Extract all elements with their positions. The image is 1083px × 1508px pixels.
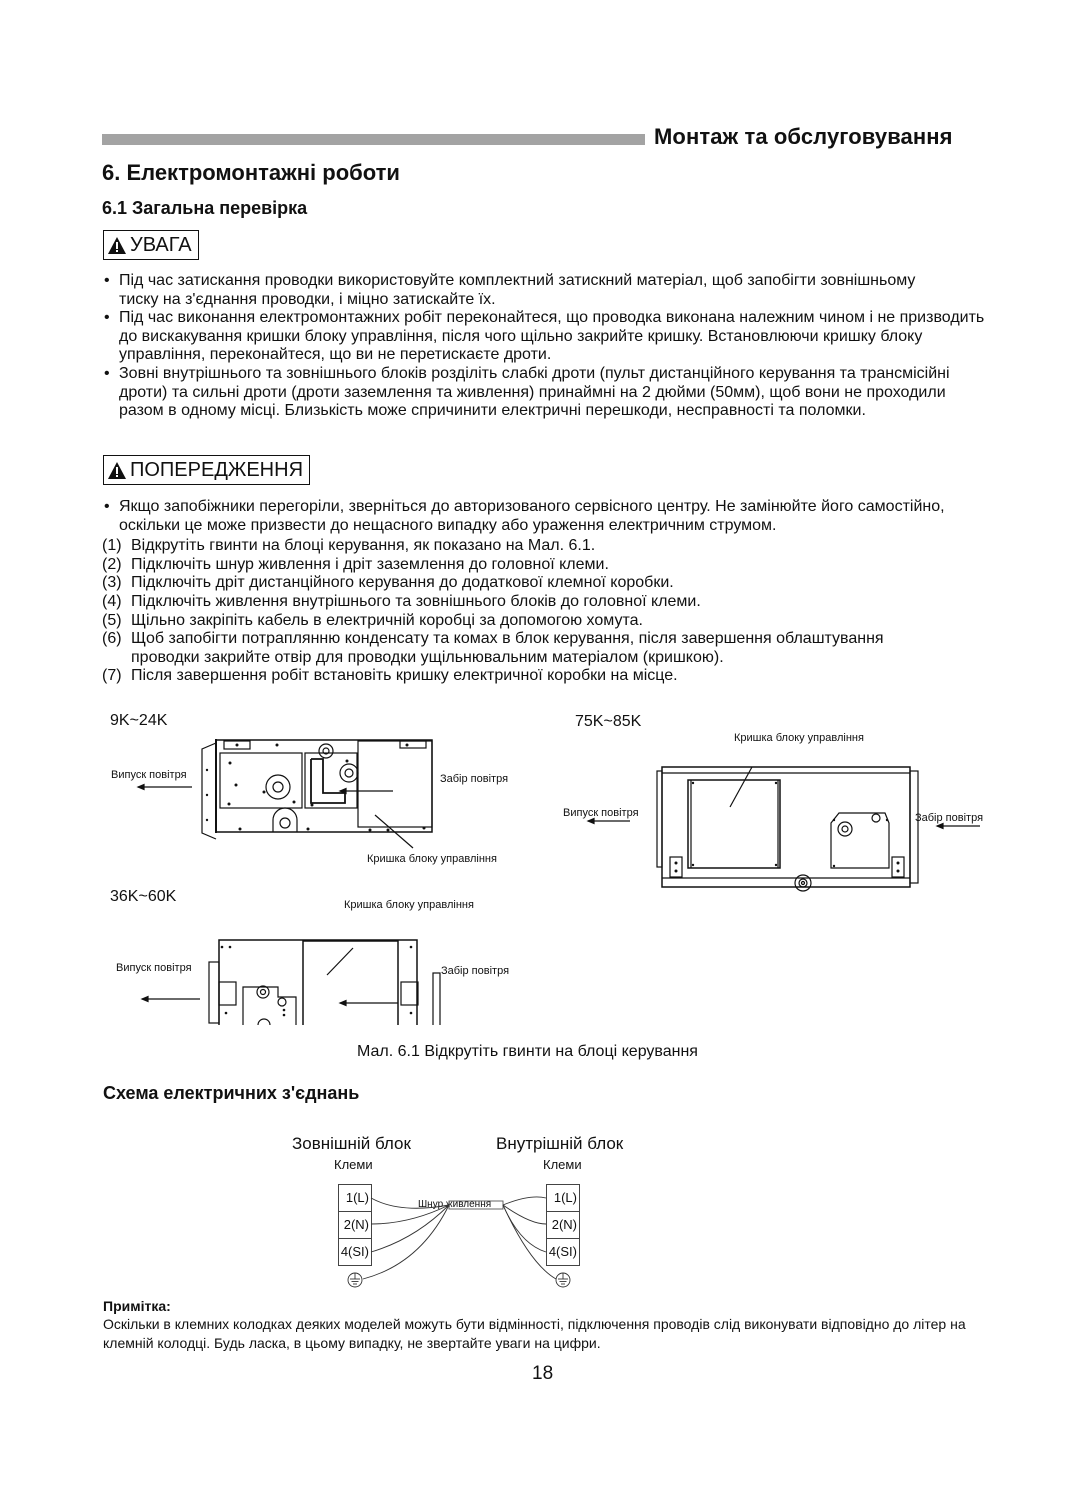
warning-label-box xyxy=(103,455,310,485)
indoor-terminal: 1(L) xyxy=(547,1185,579,1212)
outdoor-terminal: 1(L) xyxy=(339,1185,371,1212)
wiring-diagram-lines xyxy=(330,1184,590,1290)
caution-bullets xyxy=(102,272,985,421)
indoor-terminal: 2(N) xyxy=(547,1212,579,1239)
indoor-unit-title: Внутрішній блок xyxy=(496,1134,624,1153)
wiring-title: Схема електричних з'єднань xyxy=(103,1083,360,1103)
step-number: (5) xyxy=(102,611,122,629)
step-text: Підключіть дріт дистанційного керування до додаткової клемної коробки. xyxy=(131,574,674,592)
cover-label: Кришка блоку управління xyxy=(344,899,474,911)
unit-diagram-36k-60k xyxy=(130,925,530,1025)
outdoor-unit-title: Зовнішній блок xyxy=(292,1134,411,1153)
outlet-label: Випуск повітря xyxy=(116,962,192,974)
inlet-label: Забір повітря xyxy=(440,773,509,785)
step-number: (7) xyxy=(102,667,122,685)
power-cord-label: Шнур живлення xyxy=(418,1199,492,1210)
warning-bullet: • Якщо запобіжники перегоріли, зверніться до авторизованого сервісного центру. Не замінюйте його самостійно, оскільки це може призвести до нещасного випадку або ураження електричним струмом. xyxy=(102,498,989,535)
step-text: Відкрутіть гвинти на блоці керування, як показано на Мал. 6.1. xyxy=(131,537,596,555)
header-title: Монтаж та обслуговування xyxy=(654,124,953,149)
warning-label: ПОПЕРЕДЖЕННЯ xyxy=(130,459,304,481)
unit-diagram-75k-85k xyxy=(560,745,990,895)
caution-label: УВАГА xyxy=(130,234,192,256)
step-item xyxy=(102,630,931,667)
inlet-label: Забір повітря xyxy=(441,965,510,977)
cover-label: Кришка блоку управління xyxy=(734,732,864,744)
subsection-title: 6.1 Загальна перевірка xyxy=(102,198,308,218)
step-item xyxy=(102,593,982,612)
step-item xyxy=(102,556,982,575)
note-text: Оскільки в клемних колодках деяких моделей можуть бути відмінності, підключення проводів слід виконувати відповідно до літер на клемній колодці. Будь ласка, в цьому випадку, не звертайте уваги на цифри. xyxy=(103,1316,966,1351)
figure-caption: Мал. 6.1 Відкрутіть гвинти на блоці керування xyxy=(357,1043,698,1060)
indoor-terminals-label: Клеми xyxy=(543,1157,582,1172)
model-label-9k-24k: 9K~24K xyxy=(110,712,168,729)
indoor-terminal: 4(SI) xyxy=(548,1244,577,1259)
outdoor-terminals-label: Клеми xyxy=(334,1157,373,1172)
page-number: 18 xyxy=(532,1363,554,1384)
step-text: Після завершення робіт встановіть кришку електричної коробки на місце. xyxy=(131,667,678,685)
caution-label-box xyxy=(103,230,199,260)
step-text: Щільно закріпіть кабель в електричній коробці за допомогою хомута. xyxy=(131,611,643,629)
note-title: Примітка: xyxy=(103,1298,171,1314)
inlet-label: Забір повітря xyxy=(915,812,984,824)
step-number: (1) xyxy=(102,537,122,555)
step-item xyxy=(102,667,982,686)
outlet-label: Випуск повітря xyxy=(563,807,639,819)
model-label-75k-85k: 75K~85K xyxy=(575,713,642,730)
step-text: Підключіть шнур живлення і дріт заземлення до головної клеми. xyxy=(131,555,609,573)
step-number: (4) xyxy=(102,592,122,610)
caution-bullet: • Зовні внутрішнього та зовнішнього блоків розділіть слабкі дроти (пульт дистанційного керування та трансмісійні дроти) та сильні дроти (дроти заземлення та живлення) принаймні на 2 дюйми (50мм), щоб вони не проходили разом в одному місці. Близькість може спричинити електричні перешкоди, несправності та поломки. xyxy=(102,365,974,421)
warning-triangle-icon xyxy=(108,462,126,479)
caution-bullet: • Під час затискання проводки використовуйте комплектний затискний матеріал, щоб запобігти зовнішньому тиску на з'єднання проводки, і міцно затискайте їх. xyxy=(102,272,919,309)
outlet-label: Випуск повітря xyxy=(111,769,187,781)
model-label-36k-60k: 36K~60K xyxy=(110,888,177,905)
ground-icon xyxy=(348,1273,362,1287)
cover-label: Кришка блоку управління xyxy=(367,853,497,865)
outdoor-terminal: 4(SI) xyxy=(340,1244,369,1259)
warning-content xyxy=(102,498,982,686)
section-title: 6. Електромонтажні роботи xyxy=(102,160,400,185)
step-text: Підключіть живлення внутрішнього та зовнішнього блоків до головної клеми. xyxy=(131,592,701,610)
caution-bullet: • Під час виконання електромонтажних робіт переконайтеся, що проводка виконана належним чином і не призводить до вискакування кришки блоку управління, після чого щільно закрийте кришку. Встановлюючи кришку блоку управління, переконайтеся, що ви не перетискаєте дроти. xyxy=(102,309,989,365)
step-number: (2) xyxy=(102,555,122,573)
step-number: (3) xyxy=(102,574,122,592)
outdoor-terminal: 2(N) xyxy=(339,1212,371,1239)
unit-diagram-9k-24k xyxy=(130,735,530,855)
warning-triangle-icon xyxy=(108,237,126,254)
header-bar xyxy=(102,134,645,145)
step-item xyxy=(102,537,982,556)
step-item xyxy=(102,612,982,631)
step-item xyxy=(102,574,982,593)
ground-icon xyxy=(556,1273,570,1287)
step-number: (6) xyxy=(102,630,122,648)
step-text: Щоб запобігти потраплянню конденсату та комах в блок керування, після завершення облаштування проводки закрийте отвір для проводки ущільнювальним матеріалом (кришкою). xyxy=(131,630,884,666)
